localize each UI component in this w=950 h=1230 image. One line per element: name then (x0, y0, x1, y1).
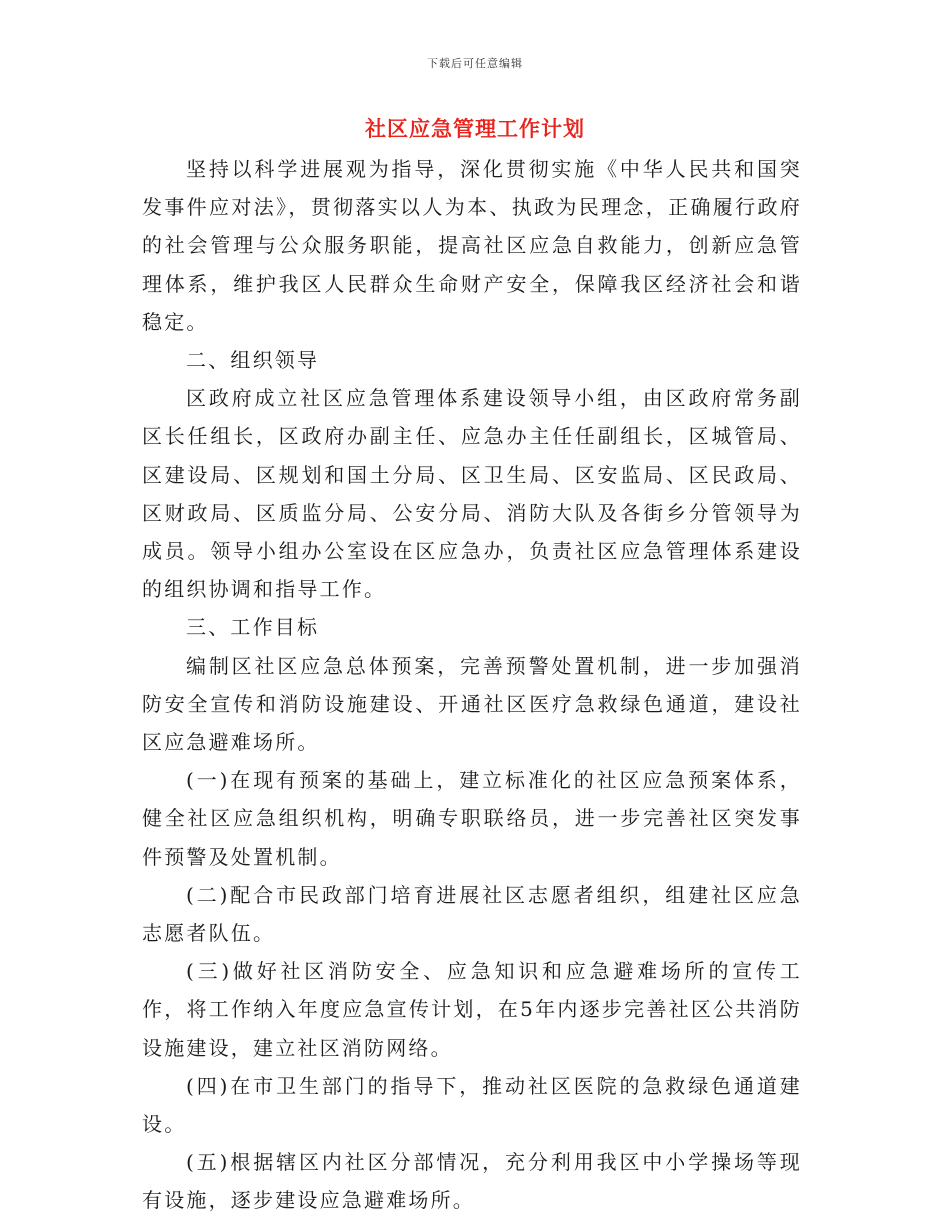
document-body (142, 150, 802, 1220)
section-heading-goals: 三、工作目标 (186, 615, 320, 640)
goal-item-2: (二)配合市民政部门培育进展社区志愿者组织，组建社区应急志愿者队伍。 (142, 882, 802, 946)
document-title: 社区应急管理工作计划 (365, 116, 585, 141)
header-note: 下载后可任意编辑 (427, 57, 523, 70)
goal-item-3: (三)做好社区消防安全、应急知识和应急避难场所的宣传工作，将工作纳入年度应急宣传计划，在5年内逐步完善社区公共消防设施建设，建立社区消防网络。 (142, 959, 802, 1060)
goals-paragraph: 编制区社区应急总体预案，完善预警处置机制，进一步加强消防安全宣传和消防设施建设、开通社区医疗急救绿色通道，建设社区应急避难场所。 (142, 653, 802, 755)
goal-item-5: (五)根据辖区内社区分部情况，充分利用我区中小学操场等现有设施，逐步建设应急避难场所。 (142, 1150, 802, 1213)
goal-item-4: (四)在市卫生部门的指导下，推动社区医院的急救绿色通道建设。 (142, 1073, 802, 1137)
goal-item-1: (一)在现有预案的基础上，建立标准化的社区应急预案体系，健全社区应急组织机构，明确专职联络员，进一步完善社区突发事件预警及处置机制。 (142, 768, 802, 869)
intro-paragraph: 坚持以科学进展观为指导，深化贯彻实施《中华人民共和国突发事件应对法》，贯彻落实以人为本、执政为民理念，正确履行政府的社会管理与公众服务职能，提高社区应急自救能力，创新应急管理体系，维护我区人民群众生命财产安全，保障我区经济社会和谐稳定。 (142, 157, 802, 334)
organization-paragraph: 区政府成立社区应急管理体系建设领导小组，由区政府常务副区长任组长，区政府办副主任、应急办主任任副组长，区城管局、区建设局、区规划和国土分局、区卫生局、区安监局、区民政局、区财政局、区质监分局、公安分局、消防大队及各街乡分管领导为成员。领导小组办公室设在区应急办，负责社区应急管理体系建设的组织协调和指导工作。 (142, 386, 802, 602)
section-heading-organization: 二、组织领导 (186, 348, 320, 373)
